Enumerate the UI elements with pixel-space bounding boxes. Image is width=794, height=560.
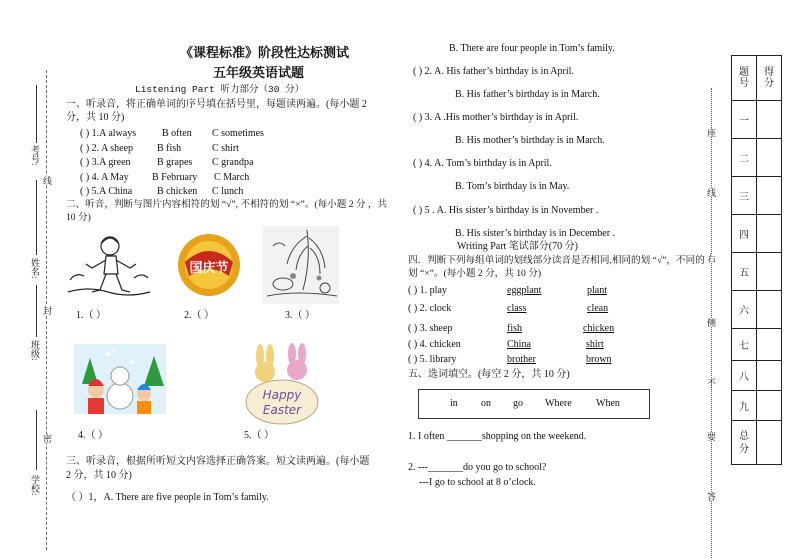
- margin-label-name: 姓名:: [30, 258, 40, 279]
- s4-q1-w2: eggplant: [507, 285, 542, 296]
- s4-q5-w2: brother: [507, 354, 536, 365]
- score-row-label: 六: [732, 291, 757, 329]
- s4-q5[interactable]: ( ) 5. library: [408, 354, 457, 365]
- s1-q1[interactable]: ( ) 1.A always: [80, 128, 137, 139]
- s1-q2-c: C shirt: [212, 143, 239, 154]
- s4-q3[interactable]: ( ) 3. sheep: [408, 323, 453, 334]
- word-on: on: [481, 398, 491, 409]
- s1-q5-c: C lunch: [212, 186, 244, 197]
- score-row-label: 一: [732, 101, 757, 139]
- s3-q1-b: B. There are four people in Tom’s family.: [449, 43, 615, 54]
- word-in: in: [450, 398, 458, 409]
- right-mark-da: 答: [706, 492, 716, 501]
- easter-bunnies-picture: [240, 342, 324, 426]
- easter-text-easter: Easter: [262, 403, 302, 417]
- s3-q4-a[interactable]: ( ) 4. A. Tom’s birthday is in April.: [413, 158, 552, 169]
- s1-q4-c: C March: [214, 172, 250, 183]
- s4-q5-w3: brown: [586, 354, 612, 365]
- s4-q4-w3: shirt: [586, 339, 604, 350]
- score-row-label-total: 总分: [732, 421, 757, 465]
- s1-q5[interactable]: ( ) 5.A China: [80, 186, 133, 197]
- id-blank[interactable]: [36, 85, 37, 143]
- score-row-label: 三: [732, 177, 757, 215]
- section5-title: 五、选词填空。(每空 2 分，共 10 分): [408, 369, 570, 380]
- class-blank[interactable]: [36, 285, 37, 337]
- right-mark-bu: 不: [706, 378, 716, 387]
- margin-label-id: 考号:: [30, 145, 40, 166]
- score-cell[interactable]: [757, 329, 782, 361]
- word-when: When: [596, 398, 620, 409]
- score-cell[interactable]: [757, 291, 782, 329]
- section4-title: 四．判断下列每组单词的划线部分读音是否相同,相同的划 “√”，不同的: [408, 255, 705, 266]
- national-day-text: 国庆节: [189, 261, 229, 276]
- score-cell[interactable]: [757, 253, 782, 291]
- s3-q5-a[interactable]: ( ) 5 . A. His sister’s birthday is in November .: [413, 205, 599, 216]
- s1-q3-c: C grandpa: [212, 157, 254, 168]
- boy-exercise-picture: [66, 230, 152, 304]
- s3-q3-a[interactable]: ( ) 3. A .His mother’s birthday is in April.: [413, 112, 579, 123]
- margin-label-class: 班级:: [30, 340, 40, 361]
- score-cell[interactable]: [757, 101, 782, 139]
- score-cell[interactable]: [757, 215, 782, 253]
- s3-q1-a[interactable]: （ ）1，A. There are five people in Tom’s family.: [66, 492, 269, 503]
- pond-scene-picture: [263, 226, 339, 304]
- page-title: 《课程标准》阶段性达标测试: [180, 45, 350, 60]
- s4-q3-w2: fish: [507, 323, 522, 334]
- section2-title-cont: 10 分): [66, 212, 91, 223]
- margin-mark-feng: 封: [42, 306, 52, 315]
- margin-label-school: 学校:: [30, 475, 40, 496]
- s3-q4-b: B. Tom’s birthday is in May.: [455, 181, 570, 192]
- s4-q1-w3: plant: [587, 285, 607, 296]
- score-cell[interactable]: [757, 139, 782, 177]
- score-row-label: 八: [732, 361, 757, 391]
- score-header-number: 题号: [732, 56, 757, 101]
- s1-q1-b: B often: [162, 128, 192, 139]
- right-mark-xian: 线: [706, 188, 716, 197]
- s1-q4-b: B February: [152, 172, 198, 183]
- s3-q5-b: B. His sister’s birthday is in December .: [455, 228, 616, 239]
- section4-title-cont: 划 “×”。(每小题 2 分，共 10 分): [408, 268, 542, 279]
- margin-mark-mi: 密: [42, 434, 52, 443]
- right-mark-ce: 侧: [706, 318, 716, 327]
- section3-title: 三、听录音，根据所听短文内容选择正确答案。短文读两遍。(每小题: [66, 456, 370, 467]
- s1-q5-b: B chicken: [157, 186, 198, 197]
- s1-q2-b: B fish: [157, 143, 182, 154]
- score-table: [731, 55, 782, 465]
- score-row-label: 九: [732, 391, 757, 421]
- margin-mark-xian: 线: [42, 176, 52, 185]
- name-blank[interactable]: [36, 180, 37, 255]
- s4-q2[interactable]: ( ) 2. clock: [408, 303, 452, 314]
- school-blank[interactable]: [36, 410, 37, 470]
- s1-q1-c: C sometimes: [212, 128, 264, 139]
- score-cell[interactable]: [757, 177, 782, 215]
- snowman-kids-picture: [74, 344, 166, 424]
- national-day-picture: [175, 232, 243, 298]
- s1-q4[interactable]: ( ) 4. A May: [80, 172, 129, 183]
- listening-header: Listening Part 听力部分（30 分）: [135, 84, 305, 95]
- s5-q2-answer: ---I go to school at 8 o’clock.: [419, 477, 536, 488]
- s4-q2-w3: clean: [587, 303, 609, 314]
- s5-q1[interactable]: 1. I often _______shopping on the weekend.: [408, 431, 587, 442]
- s1-q3-b: B grapes: [157, 157, 193, 168]
- pic-label-1[interactable]: 1.（ ）: [76, 310, 106, 321]
- score-row-label: 五: [732, 253, 757, 291]
- s1-q3[interactable]: ( ) 3.A green: [80, 157, 131, 168]
- score-cell[interactable]: [757, 391, 782, 421]
- score-row-label: 四: [732, 215, 757, 253]
- s3-q3-b: B. His mother’s birthday is in March.: [455, 135, 605, 146]
- s3-q2-a[interactable]: ( ) 2. A. His father’s birthday is in April.: [413, 66, 574, 77]
- right-mark-zuo: 座: [706, 128, 716, 137]
- section1-title: 一、听录音，将正确单词的序号填在括号里，每题读两遍。(每小题 2: [66, 99, 367, 110]
- pic-label-3[interactable]: 3.（ ）: [285, 310, 315, 321]
- s4-q1[interactable]: ( ) 1. play: [408, 285, 447, 296]
- easter-text-happy: Happy: [262, 388, 302, 402]
- score-row-label: 二: [732, 139, 757, 177]
- page-subtitle: 五年级英语试题: [213, 65, 305, 80]
- section2-title: 二、听音，判断与图片内容相符的划 “√”, 不相符的划 “×”。(每小题 2 分 ，共: [66, 199, 388, 210]
- pic-label-5[interactable]: 5.（ ）: [244, 430, 274, 441]
- writing-header: Writing Part 笔试部分(70 分): [457, 241, 578, 252]
- right-mark-yao: 要: [706, 432, 716, 441]
- score-cell[interactable]: [757, 361, 782, 391]
- score-header-score: 得分: [757, 56, 782, 101]
- s4-q4-w2: China: [507, 339, 531, 350]
- word-go: go: [513, 398, 523, 409]
- s5-q2[interactable]: 2. ---_______do you go to school?: [408, 462, 547, 473]
- score-row-label: 七: [732, 329, 757, 361]
- s4-q3-w3: chicken: [583, 323, 615, 334]
- s4-q2-w2: class: [507, 303, 527, 314]
- section3-title-cont: 2 分，共 10 分): [66, 470, 132, 481]
- word-where: Where: [545, 398, 572, 409]
- s1-q2[interactable]: ( ) 2. A sheep: [80, 143, 134, 154]
- s3-q2-b: B. His father’s birthday is in March.: [455, 89, 600, 100]
- pic-label-4[interactable]: 4.（ ）: [78, 430, 108, 441]
- section1-title-cont: 分，共 10 分): [66, 112, 125, 123]
- pic-label-2[interactable]: 2.（ ）: [184, 310, 214, 321]
- s4-q4[interactable]: ( ) 4. chicken: [408, 339, 461, 350]
- score-cell-total[interactable]: [757, 421, 782, 465]
- right-mark-you: 右: [706, 254, 716, 263]
